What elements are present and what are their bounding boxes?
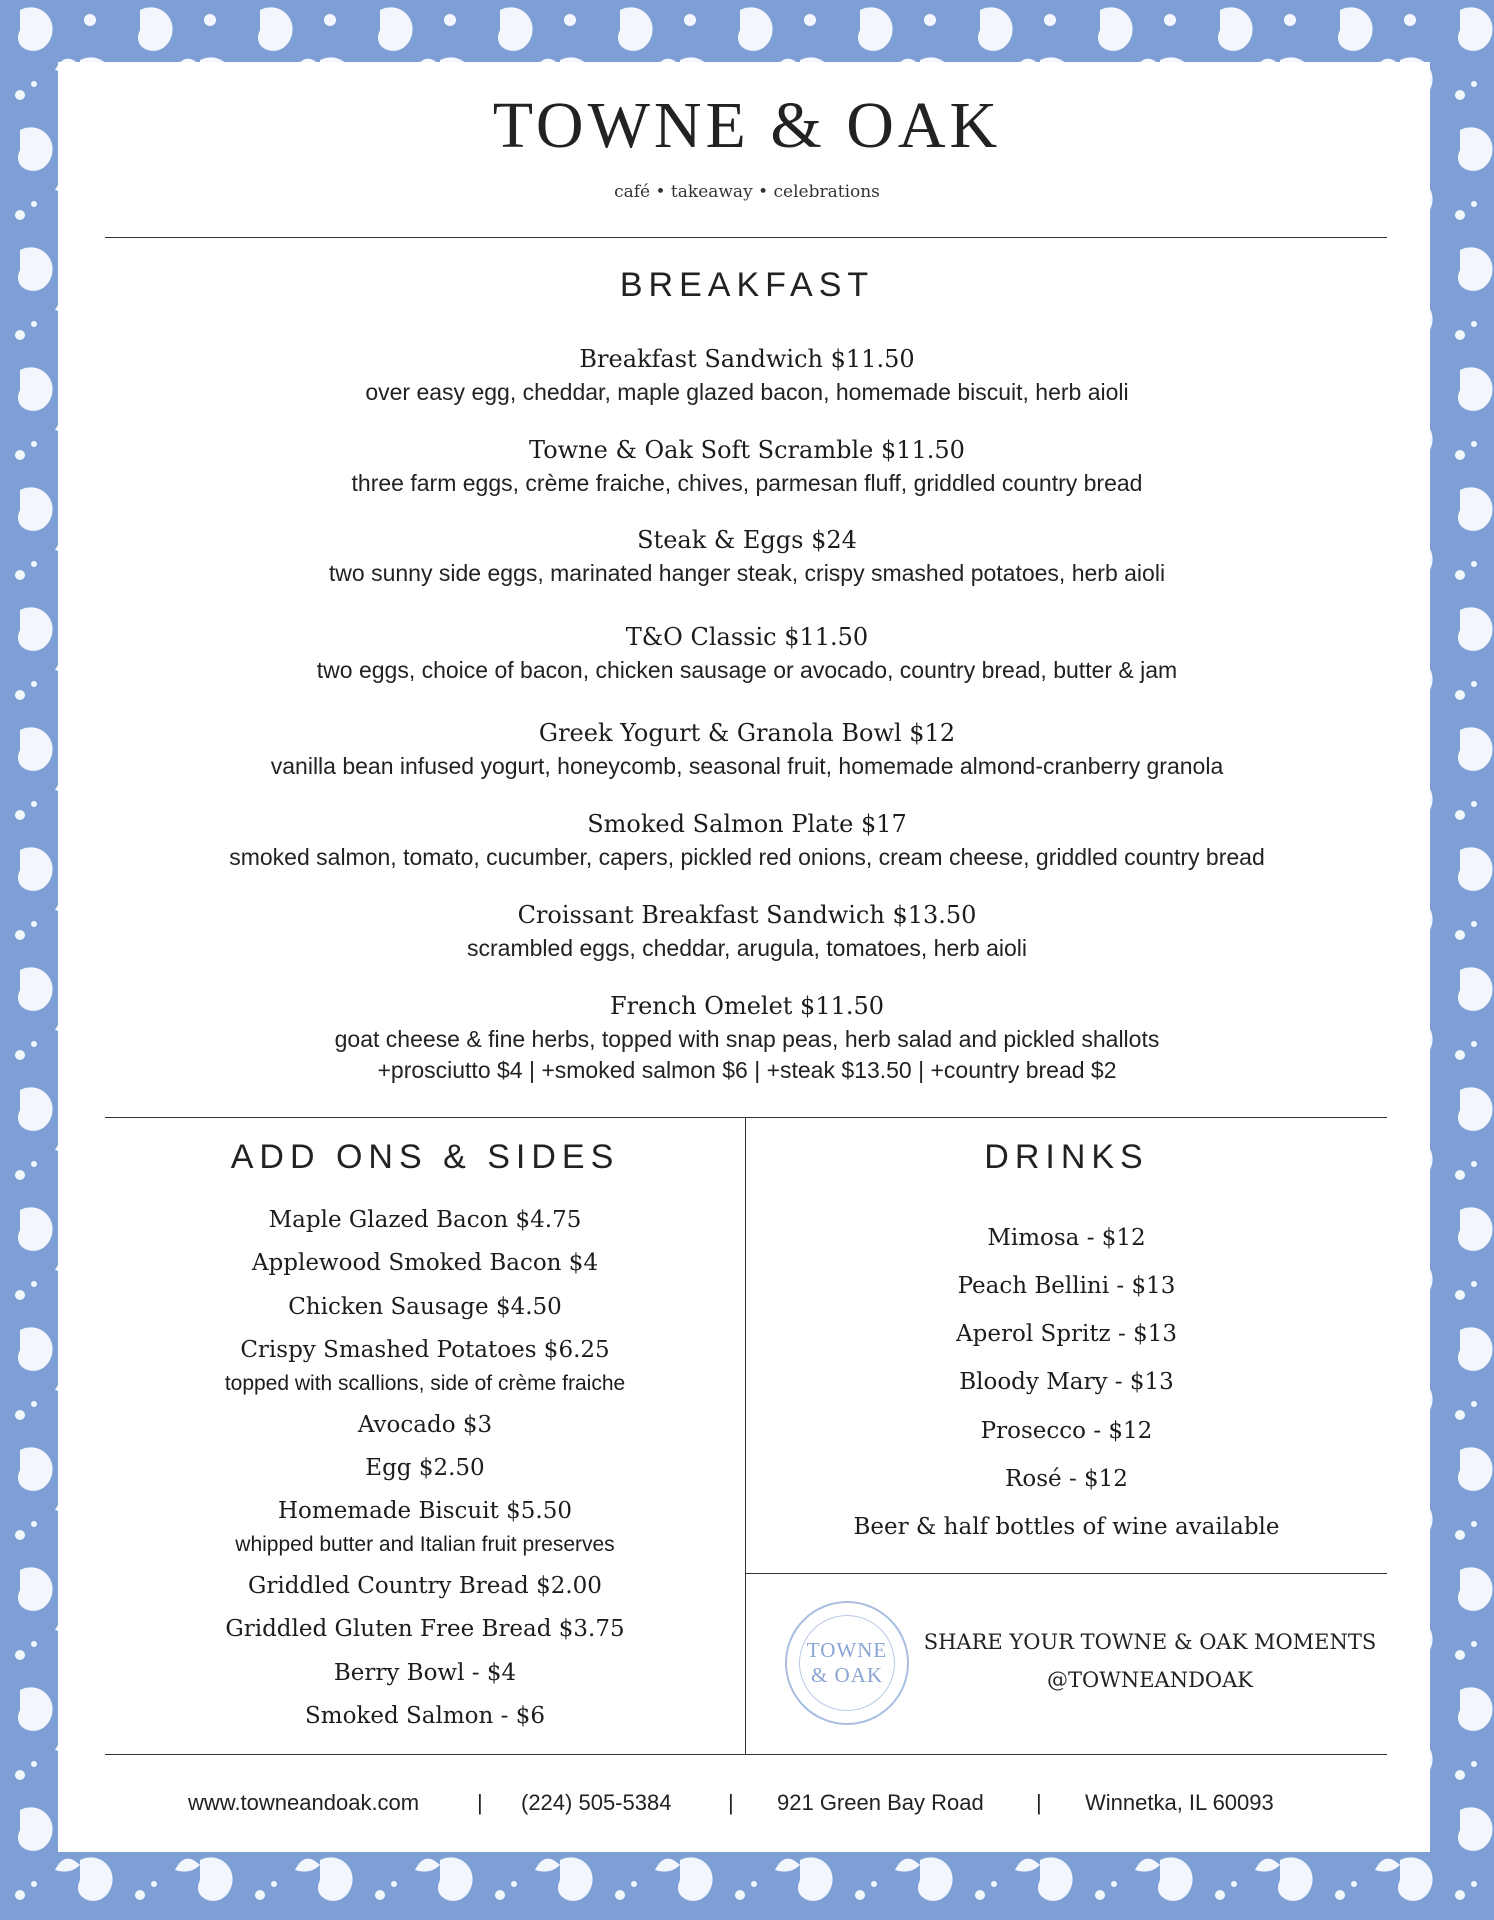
- breakfast-item-name: Breakfast Sandwich $11.50: [579, 345, 915, 373]
- side-item-name: Griddled Gluten Free Bread $3.75: [225, 1616, 625, 1642]
- share-heading: SHARE YOUR TOWNE & OAK MOMENTS: [923, 1630, 1377, 1654]
- drink-item: Peach Bellini - $13: [957, 1273, 1176, 1299]
- breakfast-item-desc: scrambled eggs, cheddar, arugula, tomatoes, herb aioli: [467, 935, 1027, 961]
- drink-item: Bloody Mary - $13: [959, 1369, 1174, 1395]
- towne-oak-stamp-logo: [785, 1601, 909, 1725]
- side-item-desc: whipped butter and Italian fruit preserves: [235, 1533, 615, 1556]
- breakfast-item-desc: smoked salmon, tomato, cucumber, capers, pickled red onions, cream cheese, griddled country bread: [229, 844, 1265, 870]
- side-item-name: Crispy Smashed Potatoes $6.25: [240, 1337, 610, 1363]
- side-item-name: Berry Bowl - $4: [333, 1660, 517, 1686]
- breakfast-item-desc: vanilla bean infused yogurt, honeycomb, seasonal fruit, homemade almond-cranberry granola: [270, 753, 1224, 779]
- stamp-line-oak: & OAK: [810, 1663, 884, 1687]
- drinks-divider: [746, 1573, 1387, 1574]
- breakfast-item-name: Croissant Breakfast Sandwich $13.50: [517, 901, 977, 929]
- side-item-name: Griddled Country Bread $2.00: [248, 1573, 602, 1599]
- stamp-line-towne: TOWNE: [806, 1638, 888, 1662]
- breakfast-item-name: Smoked Salmon Plate $17: [587, 810, 907, 838]
- footer-website[interactable]: www.towneandoak.com: [188, 1790, 420, 1815]
- footer-divider: [105, 1754, 1387, 1755]
- breakfast-item-desc: three farm eggs, crème fraiche, chives, parmesan fluff, griddled country bread: [351, 470, 1143, 496]
- side-item-name: Avocado $3: [357, 1412, 493, 1438]
- drinks-title: DRINKS: [984, 1138, 1149, 1176]
- side-item-desc: topped with scallions, side of crème fraiche: [224, 1372, 626, 1395]
- breakfast-item-desc: goat cheese & fine herbs, topped with snap peas, herb salad and pickled shallots: [334, 1026, 1160, 1052]
- brand-tagline: café • takeaway • celebrations: [614, 182, 880, 202]
- drink-item: Prosecco - $12: [980, 1418, 1153, 1444]
- footer-separator: |: [1036, 1790, 1042, 1815]
- instagram-handle[interactable]: @TOWNEANDOAK: [1047, 1668, 1253, 1692]
- footer-phone[interactable]: (224) 505-5384: [521, 1790, 672, 1815]
- breakfast-item-desc: over easy egg, cheddar, maple glazed bacon, homemade biscuit, herb aioli: [365, 379, 1129, 405]
- side-item-name: Egg $2.50: [365, 1455, 485, 1481]
- breakfast-item-name: Greek Yogurt & Granola Bowl $12: [538, 719, 956, 747]
- header-divider: [105, 237, 1387, 238]
- footer-separator: |: [477, 1790, 483, 1815]
- breakfast-item-desc: two sunny side eggs, marinated hanger steak, crispy smashed potatoes, herb aioli: [328, 560, 1166, 586]
- sides-title: ADD ONS & SIDES: [230, 1138, 620, 1176]
- breakfast-item-name: T&O Classic $11.50: [625, 623, 869, 651]
- breakfast-item-name: Steak & Eggs $24: [637, 526, 857, 554]
- footer-address: 921 Green Bay Road: [777, 1790, 984, 1815]
- breakfast-title: BREAKFAST: [619, 266, 875, 304]
- drink-item: Aperol Spritz - $13: [956, 1321, 1177, 1347]
- drink-item: Beer & half bottles of wine available: [853, 1514, 1280, 1540]
- drink-item: Rosé - $12: [1005, 1466, 1128, 1492]
- breakfast-item-desc: two eggs, choice of bacon, chicken sausage or avocado, country bread, butter & jam: [316, 657, 1178, 683]
- side-item-name: Smoked Salmon - $6: [305, 1703, 545, 1729]
- side-item-name: Maple Glazed Bacon $4.75: [268, 1207, 582, 1233]
- breakfast-addons: +prosciutto $4 | +smoked salmon $6 | +steak $13.50 | +country bread $2: [377, 1057, 1117, 1083]
- breakfast-item-name: Towne & Oak Soft Scramble $11.50: [529, 436, 965, 464]
- brand-title: TOWNE & OAK: [492, 89, 1002, 162]
- side-item-name: Homemade Biscuit $5.50: [277, 1498, 572, 1524]
- side-item-name: Chicken Sausage $4.50: [288, 1294, 562, 1320]
- side-item-name: Applewood Smoked Bacon $4: [251, 1250, 599, 1276]
- footer-separator: |: [728, 1790, 734, 1815]
- footer-city: Winnetka, IL 60093: [1085, 1790, 1274, 1815]
- drink-item: Mimosa - $12: [987, 1225, 1146, 1251]
- section-divider: [105, 1117, 1387, 1118]
- breakfast-item-name: French Omelet $11.50: [609, 992, 885, 1020]
